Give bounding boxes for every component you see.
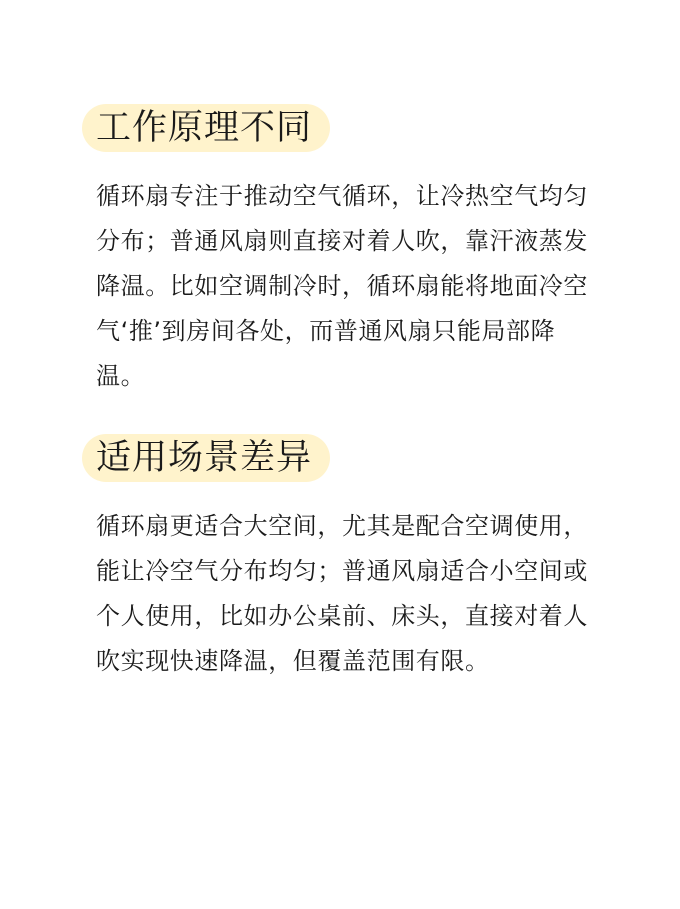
- heading-container: [82, 100, 312, 156]
- section-working-principle: [0, 100, 680, 399]
- section-paragraph: 循环扇更适合大空间，尤其是配合空调使用，能让冷空气分布均匀；普通风扇适合小空间或个人使用，比如办公桌前、床头，直接对着人吹实现快速降温，但覆盖范围有限。: [96, 512, 588, 675]
- section-heading: 适用场景差异: [96, 438, 313, 478]
- section-paragraph: 循环扇专注于推动空气循环，让冷热空气均匀分布；普通风扇则直接对着人吹，靠汗液蒸发降温。比如空调制冷时，循环扇能将地面冷空气‘推’到房间各处，而普通风扇只能局部降温。: [96, 182, 588, 390]
- section-usage-scenarios: [0, 430, 680, 684]
- heading-container: [82, 430, 312, 486]
- section-heading: 工作原理不同: [96, 108, 313, 148]
